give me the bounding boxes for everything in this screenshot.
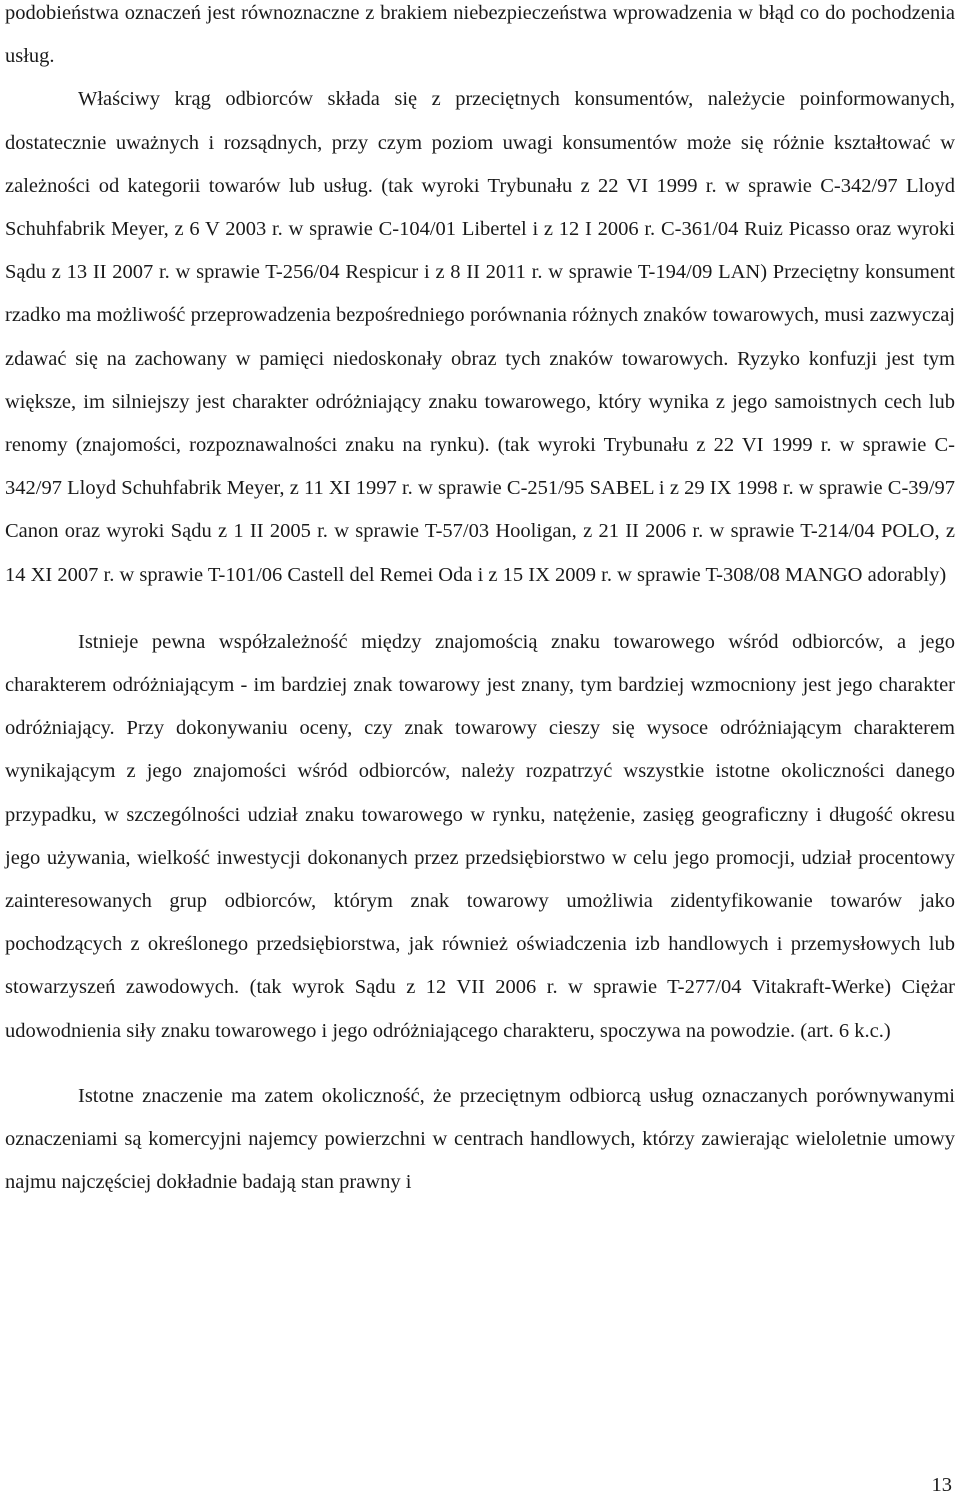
paragraph-commercial-tenants: Istotne znaczenie ma zatem okoliczność, że przeciętnym odbiorcą usług oznaczanych porównywanymi oznaczeniami są komercyjni najemcy powierzchni w centrach handlowych, którzy zawierając wieloletnie umowy najmu najczęściej dokładnie badają stan prawny i bbox=[5, 1084, 955, 1194]
document-page bbox=[5, 0, 955, 1204]
paragraph-continuation: podobieństwa oznaczeń jest równoznaczne z brakiem niebezpieczeństwa wprowadzenia w błąd co do pochodzenia usług. bbox=[5, 2, 955, 68]
page-number: 13 bbox=[931, 1474, 952, 1496]
paragraph-consumer-circle: Właściwy krąg odbiorców składa się z przeciętnych konsumentów, należycie poinformowanych, dostatecznie uważnych i rozsądnych, przy czym poziom uwagi konsumentów może się różnie kształtować w zależności od kategorii towarów lub usług. (tak wyroki Trybunału z 22 VI 1999 r. w sprawie C-342/97 Lloyd Schuhfabrik Meyer, z 6 V 2003 r. w sprawie C-104/01 Libertel i z 12 I 2006 r. C-361/04 Ruiz Picasso oraz wyroki Sądu z 13 II 2007 r. w sprawie T-256/04 Respicur i z 8 II 2011 r. w sprawie T-194/09 LAN) Przeciętny konsument rzadko ma możliwość przeprowadzenia bezpośredniego porównania różnych znaków towarowych, musi zazwyczaj zdawać się na zachowany w pamięci niedoskonały obraz tych znaków towarowych. Ryzyko konfuzji jest tym większe, im silniejszy jest charakter odróżniający znaku towarowego, który wynika z jego samoistnych cech lub renomy (znajomości, rozpoznawalności znaku na rynku). (tak wyroki Trybunału z 22 VI 1999 r. w sprawie C-342/97 Lloyd Schuhfabrik Meyer, z 11 XI 1997 r. w sprawie C-251/95 SABEL i z 29 IX 1998 r. w sprawie C-39/97 Canon oraz wyroki Sądu z 1 II 2005 r. w sprawie T-57/03 Hooligan, z 21 II 2006 r. w sprawie T-214/04 POLO, z 14 XI 2007 r. w sprawie T-101/06 Castell del Remei Oda i z 15 IX 2009 r. w sprawie T-308/08 MANGO adorably) bbox=[5, 88, 955, 586]
paragraph-distinctive-character: Istnieje pewna współzależność między znajomością znaku towarowego wśród odbiorców, a jego charakterem odróżniającym - im bardziej znak towarowy jest znany, tym bardziej wzmocniony jest jego charakter odróżniający. Przy dokonywaniu oceny, czy znak towarowy cieszy się wysoce odróżniającym charakterem wynikającym z jego znajomości wśród odbiorców, należy rozpatrzyć wszystkie istotne okoliczności danego przypadku, w szczególności udział znaku towarowego w rynku, natężenie, zasięg geograficzny i długość okresu jego używania, wielkość inwestycji dokonanych przez przedsiębiorstwo w celu jego promocji, udział procentowy zainteresowanych grup odbiorców, którym znak towarowy umożliwia zidentyfikowanie towarów jako pochodzących z określonego przedsiębiorstwa, jak również oświadczenia izb handlowych i przemysłowych lub stowarzyszeń zawodowych. (tak wyrok Sądu z 12 VII 2006 r. w sprawie T-277/04 Vitakraft-Werke) Ciężar udowodnienia siły znaku towarowego i jego odróżniającego charakteru, spoczywa na powodzie. (art. 6 k.c.) bbox=[5, 630, 955, 1042]
